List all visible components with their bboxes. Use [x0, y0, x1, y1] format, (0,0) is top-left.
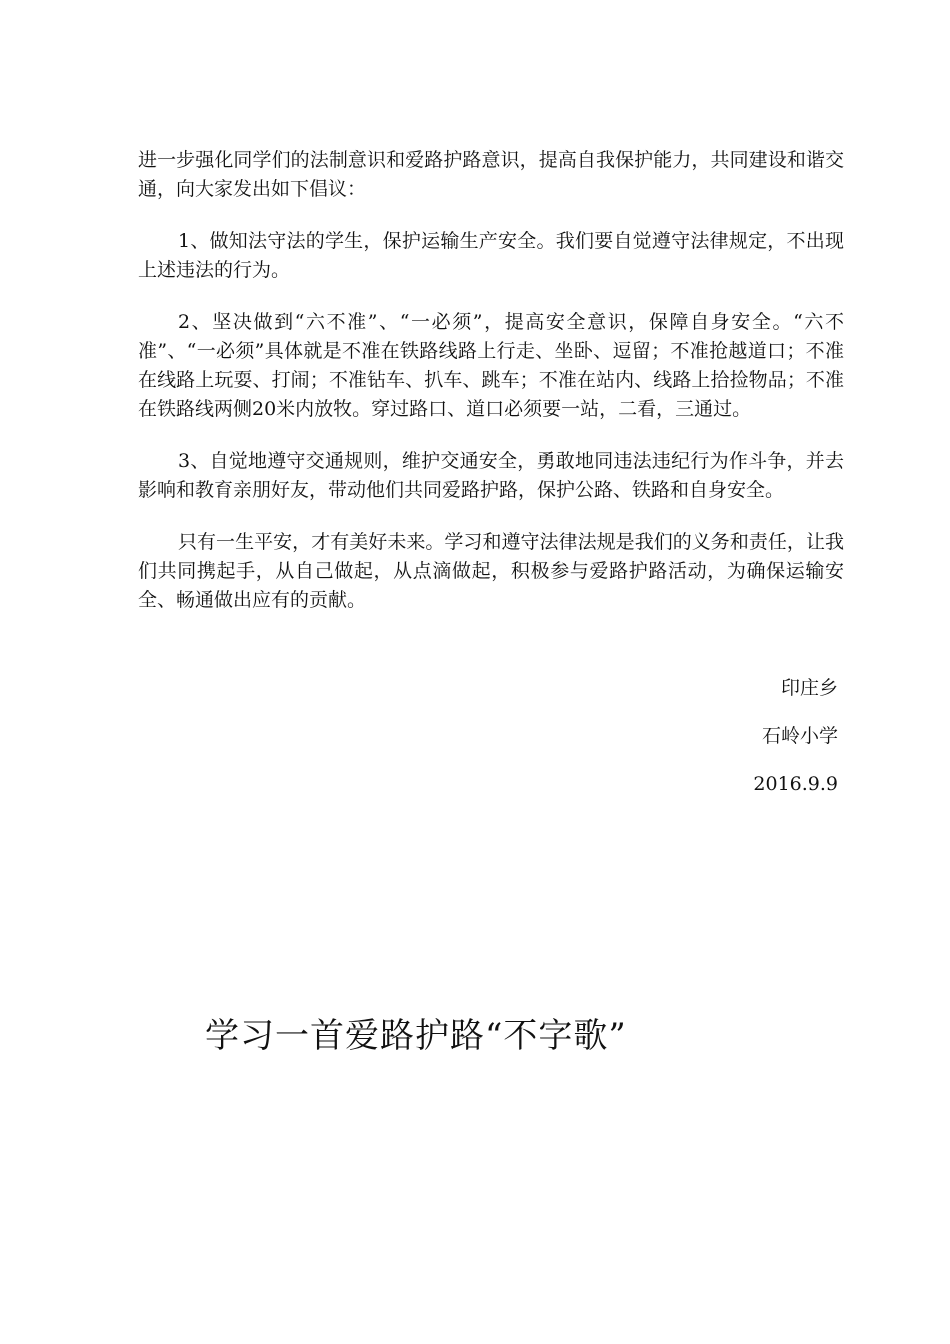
signature-block — [753, 676, 838, 820]
paragraph-item-3: 3、自觉地遵守交通规则，维护交通安全，勇敢地同违法违纪行为作斗争，并去影响和教育亲朋好友，带动他们共同爱路护路，保护公路、铁路和自身安全。 — [138, 450, 844, 501]
paragraph-item-1: 1、做知法守法的学生，保护运输生产安全。我们要自觉遵守法律规定，不出现上述违法的行为。 — [138, 230, 844, 281]
signature-date: 2016.9.9 — [753, 773, 838, 795]
paragraph-item-2: 2、坚决做到“六不准”、“一必须”，提高安全意识，保障自身安全。“六不准”、“一必须”具体就是不准在铁路线路上行走、坐卧、逗留；不准抢越道口；不准在线路上玩耍、打闹；不准钻车、扒车、跳车；不准在站内、线路上拾捡物品；不准在铁路线两侧20米内放牧。穿过路口、道口必须要一站，二看，三通过。 — [138, 311, 844, 420]
signature-school: 石岭小学 — [761, 725, 838, 747]
song-title: 学习一首爱路护路“不字歌” — [205, 1016, 627, 1056]
paragraph-intro: 进一步强化同学们的法制意识和爱路护路意识，提高自我保护能力，共同建设和谐交通，向大家发出如下倡议： — [138, 149, 844, 200]
document-body — [138, 146, 844, 638]
paragraph-closing: 只有一生平安，才有美好未来。学习和遵守法律法规是我们的义务和责任，让我们共同携起手，从自己做起，从点滴做起，积极参与爱路护路活动，为确保运输安全、畅通做出应有的贡献。 — [138, 531, 844, 611]
signature-township: 印庄乡 — [780, 677, 838, 699]
